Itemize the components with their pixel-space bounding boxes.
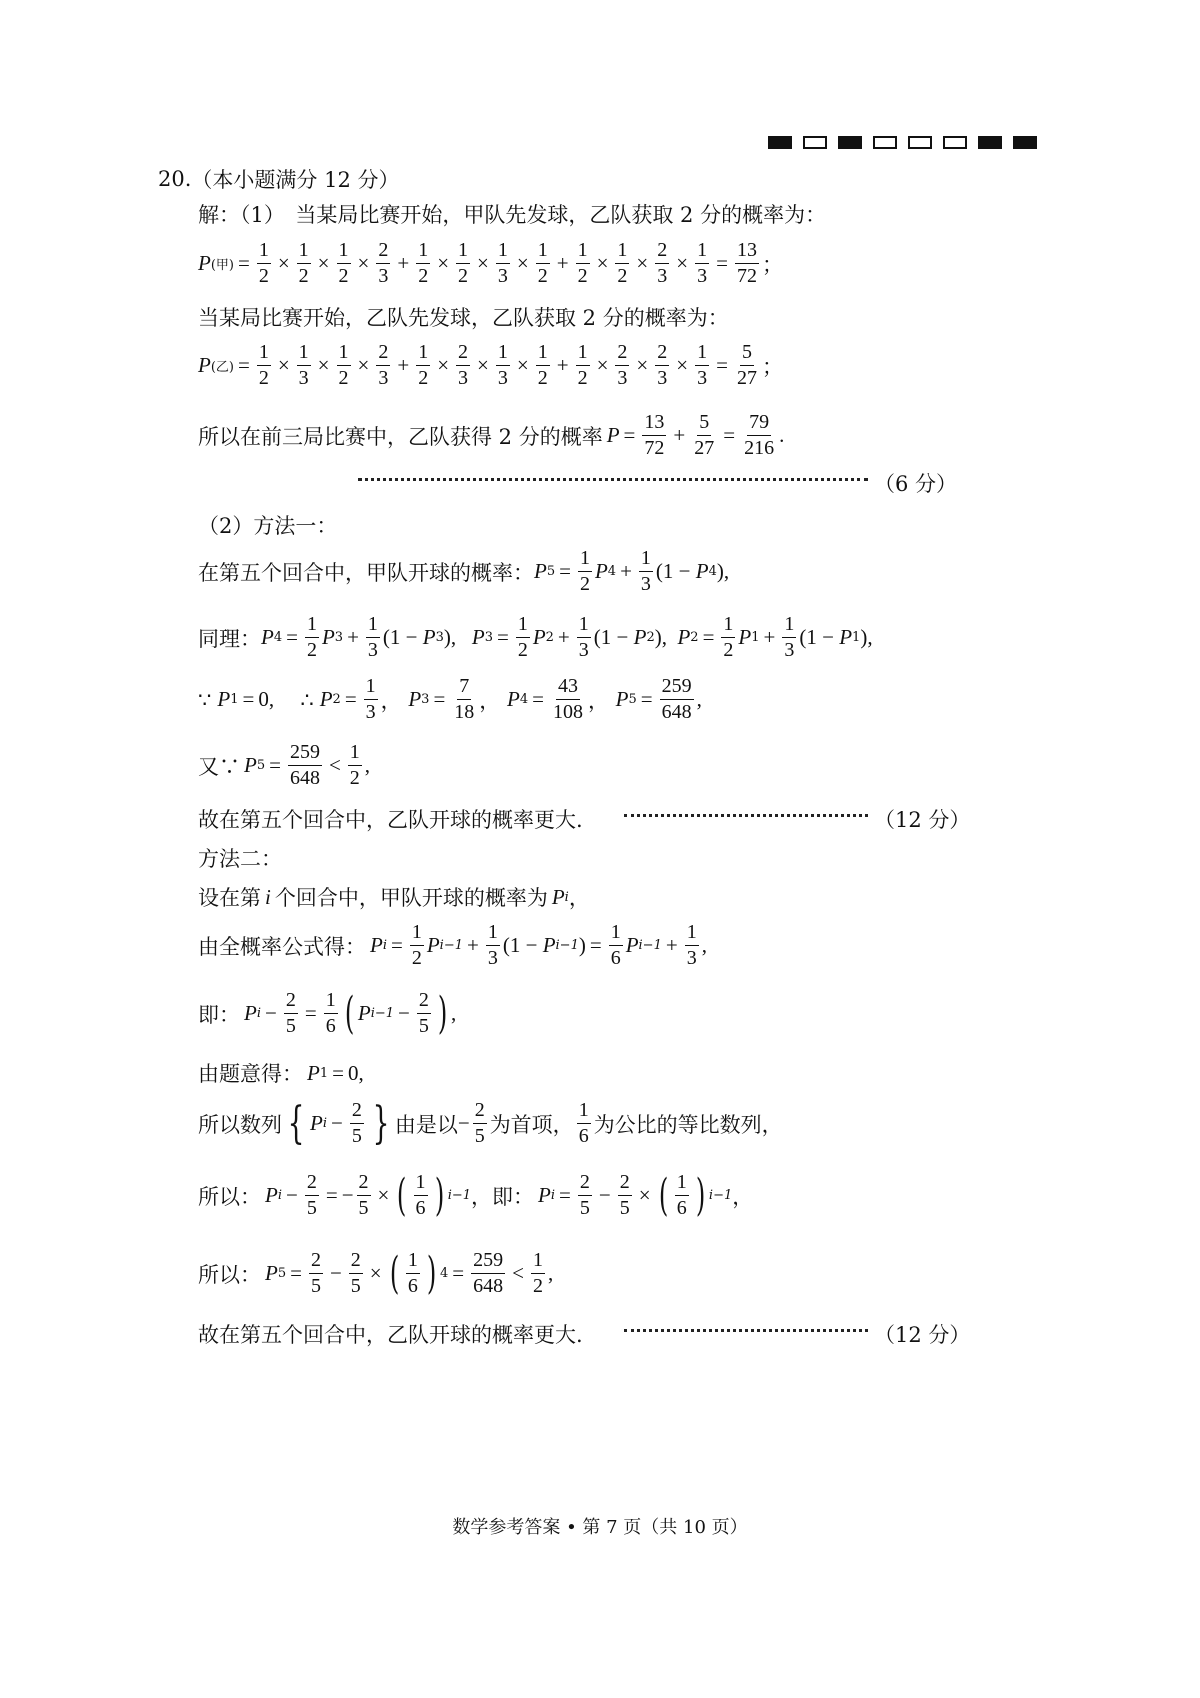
p-yi-subscript: (乙) bbox=[210, 360, 234, 375]
part1-intro-text: 解：（1） 当某局比赛开始，甲队先发球，乙队获取 2 分的概率为： bbox=[198, 203, 827, 227]
equation-p-jia: P (甲) = $\frac{1}{2}$ × $\frac{1}{2}$ × $\frac{1}{2}$ × $\frac{2}{3}$ + $\frac{1}{2}$ × $\frac{1}{2}$ × $\frac{1}{3}$ × $\frac{1}{2}$ + $\frac{1}{2}$ × $\frac{1}{2}$ × $\frac{2}{3}$ × $\frac{1}{3}$ = $\frac{13}{72}$ ； bbox=[198, 239, 783, 287]
m2-line5-b: 由是以 bbox=[394, 1112, 458, 1137]
p-yi-result: $\frac{5}{27}$ bbox=[736, 341, 757, 389]
m2-line4-text: 由题意得： bbox=[198, 1062, 303, 1086]
m2-line5-c: 为首项， bbox=[489, 1112, 574, 1137]
m2-line2-text: 由全概率公式得： bbox=[198, 934, 366, 959]
m1-line4-text: 又∵ bbox=[198, 754, 240, 779]
header-mark bbox=[908, 136, 932, 149]
p-jia-symbol: P bbox=[198, 251, 211, 275]
m2-line5-a: 所以数列 bbox=[198, 1112, 282, 1137]
part1-line2-text: 当某局比赛开始，乙队先发球，乙队获取 2 分的概率为： bbox=[198, 306, 729, 330]
part1-conclusion-text: 所以在前三局比赛中，乙队获得 2 分的概率 bbox=[198, 424, 603, 449]
part2-heading bbox=[198, 510, 337, 540]
m2-line1: 设在第 i 个回合中，甲队开球的概率为 P i ， bbox=[198, 882, 590, 912]
part1-conclusion: 所以在前三局比赛中，乙队获得 2 分的概率 P = $\frac{13}{72}$ + $\frac{5}{27}$ = $\frac{79}{216}$ . bbox=[198, 411, 785, 459]
m2-line1-b: 个回合中，甲队开球的概率为 bbox=[274, 886, 548, 910]
m2-conclusion bbox=[198, 1319, 583, 1349]
m2-heading bbox=[198, 843, 282, 873]
m1-line2-text: 同理： bbox=[198, 626, 261, 651]
score-m2: （12 分） bbox=[874, 1323, 971, 1347]
m1-line1: 在第五个回合中，甲队开球的概率： P 5 = $\frac{1}{2}$ P 4 + $\frac{1}{3}$ (1 − P 4 ), bbox=[198, 547, 730, 595]
problem-number: 20. bbox=[158, 167, 192, 191]
header-mark bbox=[768, 136, 792, 149]
header-mark bbox=[1013, 136, 1037, 149]
m2-line3-text: 即： bbox=[198, 1002, 240, 1027]
m2-line3: 即： P i − $\frac{2}{5}$ = $\frac{1}{6}$ ( P i−1 − $\frac{2}{5}$ ) , bbox=[198, 987, 457, 1039]
m1-conclusion-text: 故在第五个回合中，乙队开球的概率更大. bbox=[198, 808, 583, 832]
m2-line6-mid: ，即： bbox=[471, 1184, 535, 1209]
m2-heading-text: 方法二： bbox=[198, 847, 282, 871]
p-jia-result: $\frac{13}{72}$ bbox=[736, 239, 757, 287]
part2-heading-text: （2）方法一： bbox=[198, 514, 338, 538]
header-mark bbox=[943, 136, 967, 149]
score-leader-1 bbox=[358, 478, 868, 481]
m2-conclusion-text: 故在第五个回合中，乙队开球的概率更大. bbox=[198, 1323, 583, 1347]
part1-intro bbox=[198, 199, 826, 229]
m2-line6-text: 所以： bbox=[198, 1184, 261, 1209]
because-symbol: ∵ bbox=[198, 687, 212, 712]
page-footer: 数学参考答案 • 第 7 页（共 10 页） bbox=[452, 1517, 748, 1538]
p-yi-symbol: P bbox=[198, 353, 211, 377]
m1-conclusion bbox=[198, 804, 583, 834]
score-part1: （6 分） bbox=[874, 472, 958, 496]
m2-line5: 所以数列 { P i − $\frac{2}{5}$ } 由是以 − $\frac{2}{5}$ 为首项， $\frac{1}{6}$ 为公比的等比数列， bbox=[198, 1097, 783, 1149]
problem-title bbox=[158, 164, 399, 194]
header-mark bbox=[803, 136, 827, 149]
m1-line2: 同理： P 4 = $\frac{1}{2}$ P 3 + $\frac{1}{3}$ (1 − P 3 ), P 3 = $\frac{1}{2}$ P 2 + $\frac{1}{3}$ (1 − P 2 ), P 2 = $\frac{1}{2}$ P 1 + $\frac{1}{3}$ (1 − P 1 ), bbox=[198, 613, 873, 661]
score-m1: （12 分） bbox=[874, 808, 971, 832]
m2-line4: 由题意得： P 1 = 0, bbox=[198, 1058, 364, 1088]
m2-line7: 所以： P 5 = $\frac{2}{5}$ − $\frac{2}{5}$ × ( $\frac{1}{6}$ ) 4 = $\frac{259}{648}$ < $\frac{1}{2}$ , bbox=[198, 1247, 554, 1299]
therefore-symbol: ∴ bbox=[300, 687, 314, 712]
header-mark bbox=[838, 136, 862, 149]
m1-line4: 又∵ P 5 = $\frac{259}{648}$ < $\frac{1}{2}$ , bbox=[198, 741, 371, 789]
header-mark bbox=[978, 136, 1002, 149]
part1-line2 bbox=[198, 302, 729, 332]
p-jia-subscript: (甲) bbox=[210, 258, 234, 273]
m1-line3: ∵ P 1 = 0, ∴ P 2 = $\frac{1}{3}$ ， P 3 = $\frac{7}{18}$ ， P 4 = $\frac{43}{108}$ ， P 5 = $\frac{259}{648}$ , bbox=[198, 675, 702, 723]
m2-line2: 由全概率公式得： P i = $\frac{1}{2}$ P i−1 + $\frac{1}{3}$ (1 − P i−1 ) = $\frac{1}{6}$ P i−1 + $\frac{1}{3}$ , bbox=[198, 921, 707, 969]
m2-line7-text: 所以： bbox=[198, 1262, 261, 1287]
problem-score-note: （本小题满分 12 分） bbox=[191, 168, 400, 192]
equation-p-yi: P (乙) = $\frac{1}{2}$ × $\frac{1}{3}$ × $\frac{1}{2}$ × $\frac{2}{3}$ + $\frac{1}{2}$ × $\frac{2}{3}$ × $\frac{1}{3}$ × $\frac{1}{2}$ + $\frac{1}{2}$ × $\frac{2}{3}$ × $\frac{2}{3}$ × $\frac{1}{3}$ = $\frac{5}{27}$ ； bbox=[198, 341, 783, 389]
m1-line1-text: 在第五个回合中，甲队开球的概率： bbox=[198, 560, 534, 585]
header-marks bbox=[768, 136, 1037, 149]
score-leader-2 bbox=[624, 814, 868, 817]
m2-line5-d: 为公比的等比数列， bbox=[593, 1112, 783, 1137]
m2-line6: 所以： P i − $\frac{2}{5}$ = − $\frac{2}{5}$ × ( $\frac{1}{6}$ ) i−1 ，即： P i = $\frac{2}{5}$ − $\frac{2}{5}$ × ( $\frac{1}{6}$ ) i−1 ， bbox=[198, 1169, 754, 1221]
m2-line1-a: 设在第 bbox=[198, 886, 261, 910]
header-mark bbox=[873, 136, 897, 149]
score-leader-3 bbox=[624, 1329, 868, 1332]
